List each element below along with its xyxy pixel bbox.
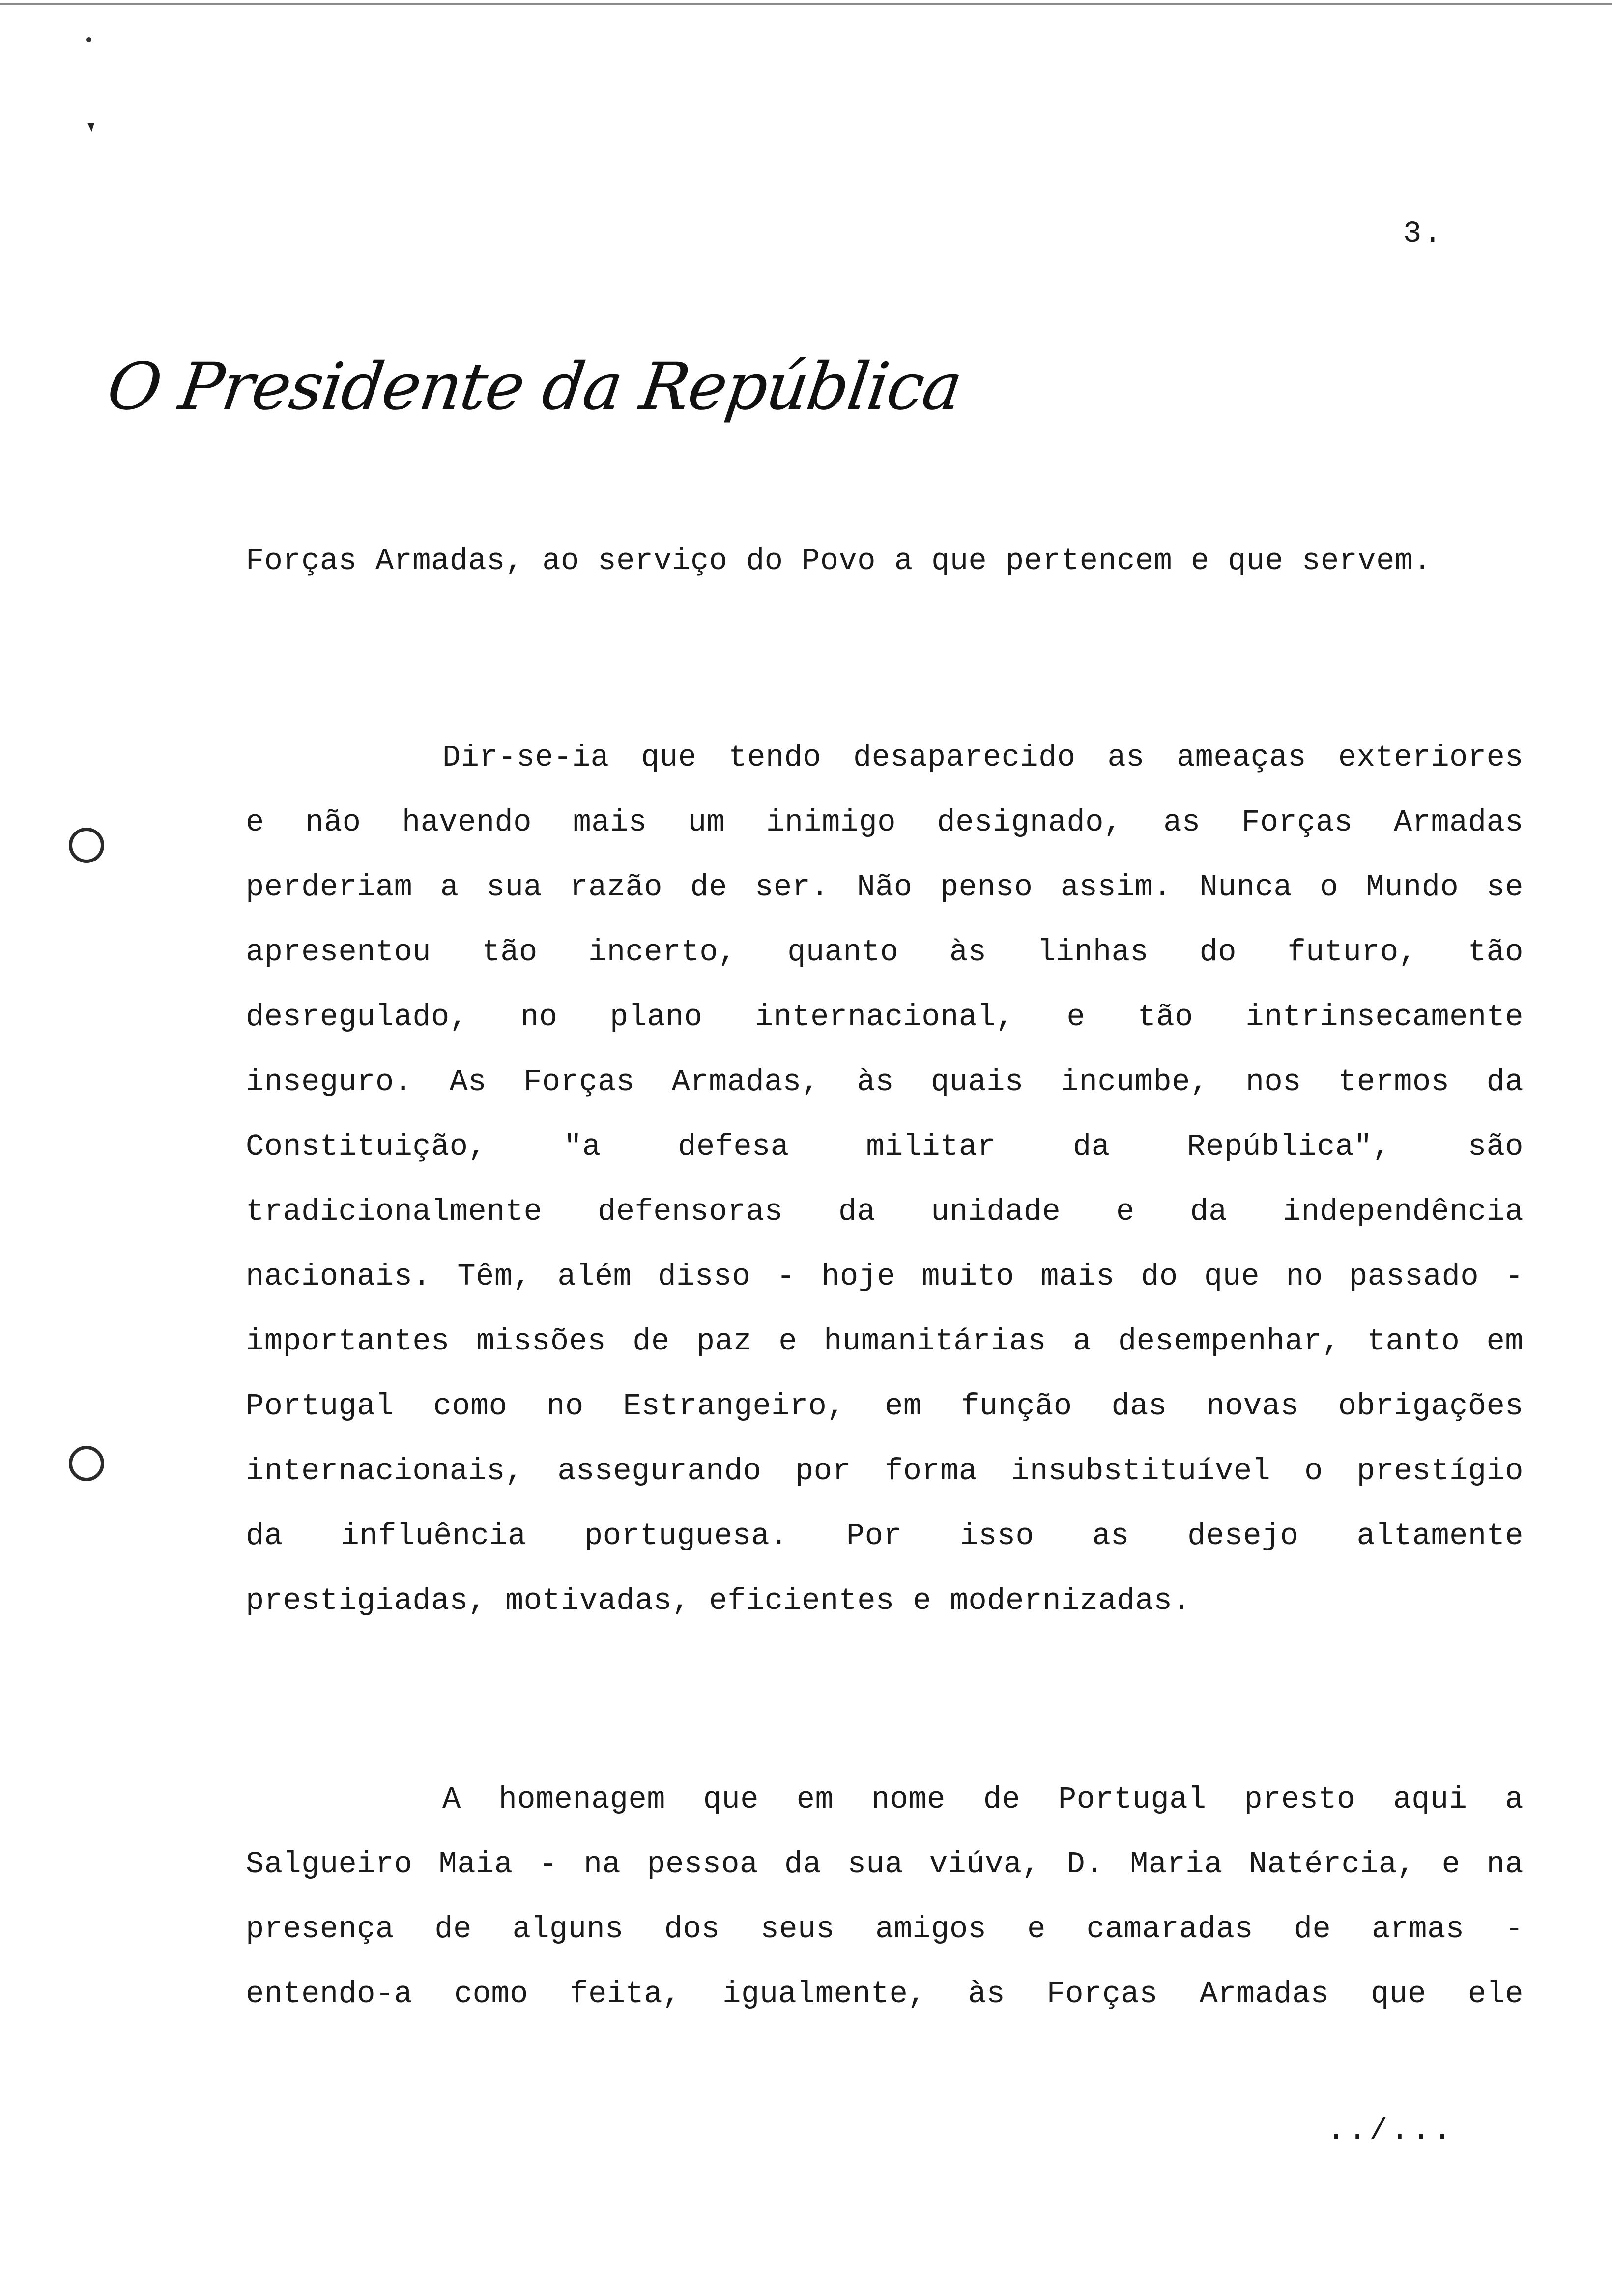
- paragraph-2-line-3: perderiam a sua razão de ser. Não penso assim. Nunca o Mundo se: [246, 870, 1524, 905]
- paragraph-2-line-2: e não havendo mais um inimigo designado, as Forças Armadas: [246, 805, 1524, 840]
- margin-mark-tick: [87, 123, 94, 132]
- paragraph-3-line-1: A homenagem que em nome de Portugal presto aqui a: [442, 1782, 1524, 1817]
- paragraph-2-line-14: prestigiadas, motivadas, eficientes e modernizadas.: [246, 1583, 1191, 1618]
- punch-hole-bottom: [69, 1446, 104, 1481]
- paragraph-2-line-13: da influência portuguesa. Por isso as desejo altamente: [246, 1519, 1524, 1553]
- paragraph-2-line-8: tradicionalmente defensoras da unidade e da independência: [246, 1194, 1524, 1229]
- page-top-edge: [0, 3, 1612, 5]
- paragraph-2-line-4: apresentou tão incerto, quanto às linhas do futuro, tão: [246, 935, 1524, 970]
- paragraph-3-line-2: Salgueiro Maia - na pessoa da sua viúva, D. Maria Natércia, e na: [246, 1847, 1524, 1882]
- paragraph-2-line-7: Constituição, "a defesa militar da República", são: [246, 1129, 1524, 1164]
- paragraph-3-line-4: entendo-a como feita, igualmente, às Forças Armadas que ele: [246, 1977, 1524, 2011]
- paragraph-1-line-1: Forças Armadas, ao serviço do Povo a que pertencem e que servem.: [246, 544, 1432, 578]
- paragraph-2-line-5: desregulado, no plano internacional, e tão intrinsecamente: [246, 1000, 1524, 1034]
- paragraph-2-line-6: inseguro. As Forças Armadas, às quais incumbe, nos termos da: [246, 1064, 1524, 1099]
- punch-hole-top: [69, 828, 104, 863]
- continuation-mark: ../...: [1327, 2113, 1455, 2148]
- paragraph-3-line-3: presença de alguns dos seus amigos e camaradas de armas -: [246, 1912, 1524, 1947]
- page-number: 3.: [1403, 216, 1444, 251]
- paragraph-2-line-12: internacionais, assegurando por forma insubstituível o prestígio: [246, 1454, 1524, 1489]
- paragraph-2-line-1: Dir-se-ia que tendo desaparecido as ameaças exteriores: [442, 740, 1524, 775]
- paragraph-2-line-10: importantes missões de paz e humanitárias a desempenhar, tanto em: [246, 1324, 1524, 1359]
- paragraph-2-line-11: Portugal como no Estrangeiro, em função das novas obrigações: [246, 1389, 1524, 1424]
- paragraph-2-line-9: nacionais. Têm, além disso - hoje muito mais do que no passado -: [246, 1259, 1524, 1294]
- margin-mark-dot: [86, 37, 91, 42]
- letterhead-title: O Presidente da República: [103, 349, 966, 425]
